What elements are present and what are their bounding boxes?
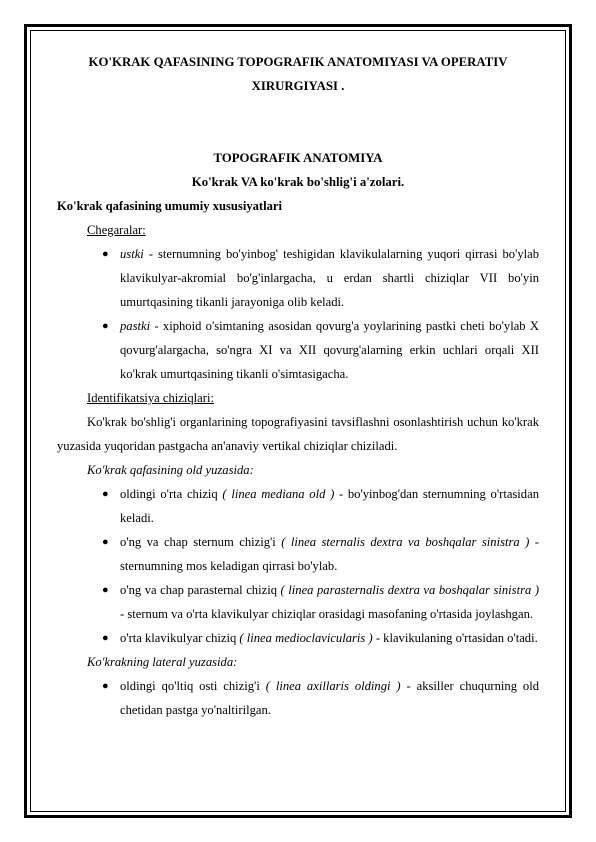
front-label: Ko'krak qafasining old yuzasida: <box>87 463 254 477</box>
list-item: ● oldingi qo'ltiq osti chizig'i ( linea axillaris oldingi ) - aksiller chuqurning old chetidan pastga yo'naltirilgan. <box>102 679 539 717</box>
borders-label: Chegaralar: <box>87 223 146 237</box>
identification-label: Identifikatsiya chiziqlari: <box>87 391 214 405</box>
term: ustki <box>120 247 144 261</box>
identification-text: Ko'krak bo'shlig'i organlarining topografiyasini tavsiflashni osonlashtirish uchun ko'krak yuzasida yuqoridan pastgacha an'anaviy vertikal chiziqlar chiziladi. <box>57 415 539 453</box>
list-item: ● o'rta klavikulyar chiziq ( linea medioclavicularis ) - klavikulaning o'rtasidan o'tadi. <box>102 631 538 645</box>
list-item: ● ustki - sternumning bo'yinbog' teshigidan klavikulalarning yuqori qirrasi bo'ylab klavikulyar-akromial bo'g'inlargacha, u erdan shartli chiziqlar VII bo'yin umurtqasining tikanli jarayoniga olib keladi. <box>102 247 539 309</box>
lateral-list <box>57 674 539 722</box>
lateral-label: Ko'krakning lateral yuzasida: <box>87 655 238 669</box>
list-item: ● o'ng va chap parasternal chiziq ( linea parasternalis dextra va boshqalar sinistra ) - sternum va o'rta klavikulyar chiziqlar orasidagi masofaning o'rtasida joylashgan. <box>102 583 540 621</box>
document-body <box>57 50 539 722</box>
term: pastki <box>120 319 151 333</box>
section-subtitle: Ko'krak VA ko'krak bo'shlig'i a'zolari. <box>191 175 405 189</box>
document-title: KO'KRAK QAFASINING TOPOGRAFIK ANATOMIYASI VA OPERATIV XIRURGIYASI . <box>88 55 508 93</box>
list-item: ● pastki - xiphoid o'simtaning asosidan qovurg'a yoylarining pastki cheti bo'ylab X qovurg'alargacha, so'ngra XI va XII qovurg'alarning erkin uchlari orqali XII ko'krak umurtqasining tikanli o'simtasigacha. <box>102 319 539 381</box>
heading: Ko'krak qafasining umumiy xususiyatlari <box>57 199 282 213</box>
front-list <box>57 482 539 650</box>
borders-list <box>57 242 539 386</box>
list-item: ● oldingi o'rta chiziq ( linea mediana old ) - bo'yinbog'dan sternumning o'rtasidan keladi. <box>102 487 539 525</box>
list-item: ● o'ng va chap sternum chizig'i ( linea sternalis dextra va boshqalar sinistra ) - sternumning mos keladigan qirrasi bo'ylab. <box>102 535 539 573</box>
section-title: TOPOGRAFIK ANATOMIYA <box>213 151 383 165</box>
